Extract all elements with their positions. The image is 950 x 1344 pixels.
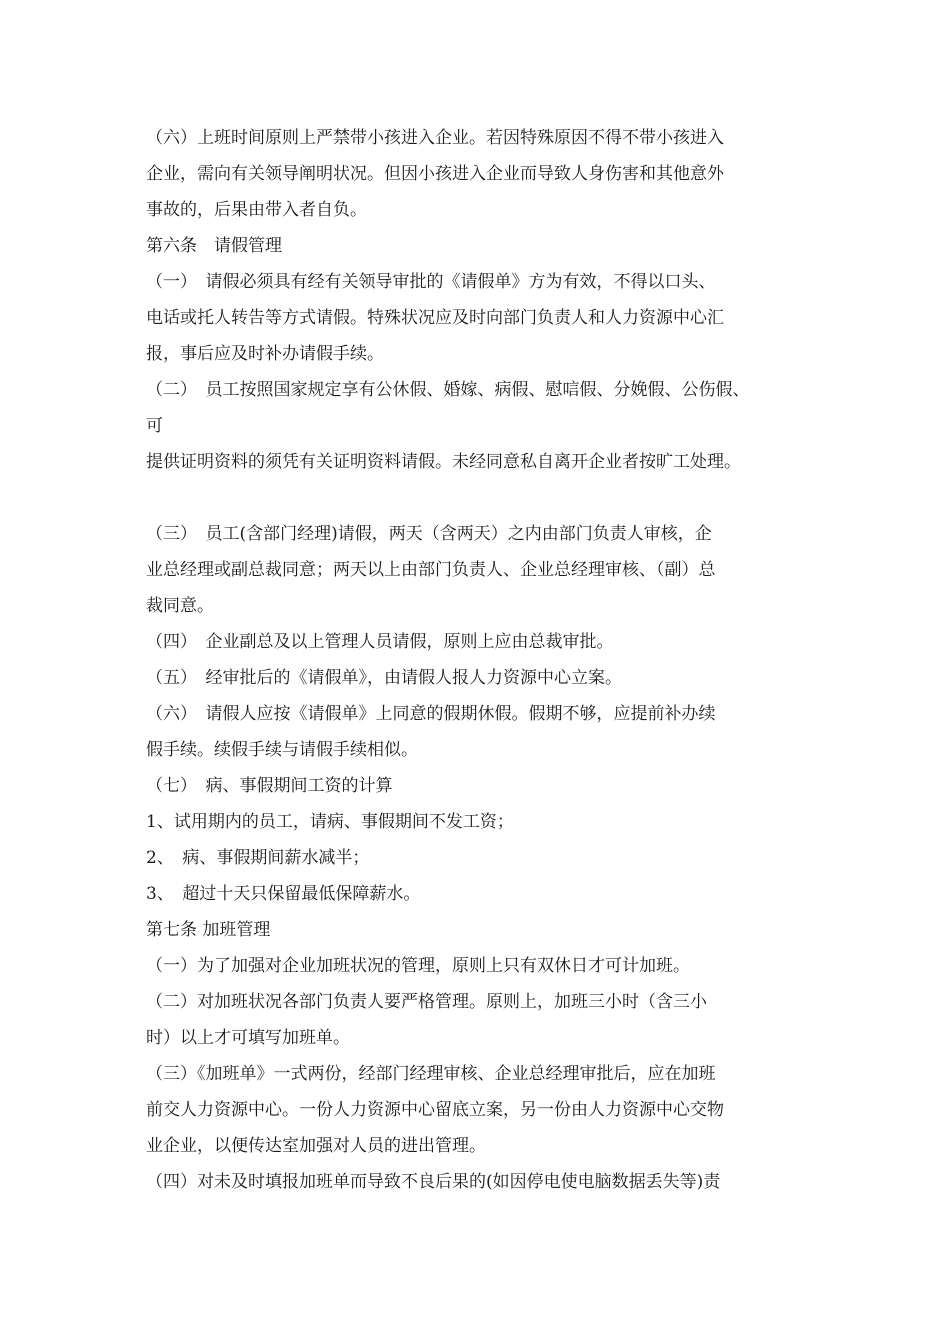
text-line: 假手续。续假手续与请假手续相似。 bbox=[146, 740, 418, 760]
text-line: （六） 请假人应按《请假单》上同意的假期休假。假期不够，应提前补办续 bbox=[146, 704, 716, 724]
section-heading: 第六条 请假管理 bbox=[146, 236, 282, 256]
text-line: （二） 员工按照国家规定享有公休假、婚嫁、病假、慰唁假、分娩假、公伤假、 bbox=[146, 380, 750, 400]
text-line: 电话或托人转告等方式请假。特殊状况应及时向部门负责人和人力资源中心汇 bbox=[146, 308, 724, 328]
text-line: （四）对未及时填报加班单而导致不良后果的(如因停电使电脑数据丢失等)责 bbox=[146, 1172, 721, 1192]
text-line: （三） 员工(含部门经理)请假，两天（含两天）之内由部门负责人审核，企 bbox=[146, 524, 712, 544]
section-heading: 第七条 加班管理 bbox=[146, 920, 271, 940]
text-line: （六）上班时间原则上严禁带小孩进入企业。若因特殊原因不得不带小孩进入 bbox=[146, 128, 724, 148]
text-line: 报，事后应及时补办请假手续。 bbox=[146, 344, 384, 364]
text-line: 裁同意。 bbox=[146, 596, 214, 616]
text-line: 时）以上才可填写加班单。 bbox=[146, 1028, 350, 1048]
list-item: 3、 超过十天只保留最低保障薪水。 bbox=[146, 884, 421, 904]
text-line: 事故的，后果由带入者自负。 bbox=[146, 200, 367, 220]
list-item: 2、 病、事假期间薪水减半； bbox=[146, 848, 370, 868]
text-line: 业总经理或副总裁同意；两天以上由部门负责人、企业总经理审核、（副）总 bbox=[146, 560, 716, 580]
list-item: 1、试用期内的员工，请病、事假期间不发工资； bbox=[146, 812, 514, 832]
text-line: （一）为了加强对企业加班状况的管理，原则上只有双休日才可计加班。 bbox=[146, 956, 690, 976]
text-line: 前交人力资源中心。一份人力资源中心留底立案，另一份由人力资源中心交物 bbox=[146, 1100, 724, 1120]
text-line: （五） 经审批后的《请假单》，由请假人报人力资源中心立案。 bbox=[146, 668, 622, 688]
blank-line bbox=[146, 480, 846, 516]
text-line: 提供证明资料的须凭有关证明资料请假。未经同意私自离开企业者按旷工处理。 bbox=[146, 452, 741, 472]
text-line: （二）对加班状况各部门负责人要严格管理。原则上，加班三小时（含三小 bbox=[146, 992, 707, 1012]
text-line: （三）《加班单》一式两份，经部门经理审核、企业总经理审批后，应在加班 bbox=[146, 1064, 716, 1084]
text-line: （四） 企业副总及以上管理人员请假，原则上应由总裁审批。 bbox=[146, 632, 614, 652]
text-line: （七） 病、事假期间工资的计算 bbox=[146, 776, 393, 796]
document-body bbox=[146, 120, 846, 1200]
text-line: 业企业，以便传达室加强对人员的进出管理。 bbox=[146, 1136, 486, 1156]
text-line: （一） 请假必须具有经有关领导审批的《请假单》方为有效，不得以口头、 bbox=[146, 272, 716, 292]
text-line: 可 bbox=[146, 416, 163, 436]
text-line: 企业，需向有关领导阐明状况。但因小孩进入企业而导致人身伤害和其他意外 bbox=[146, 164, 724, 184]
